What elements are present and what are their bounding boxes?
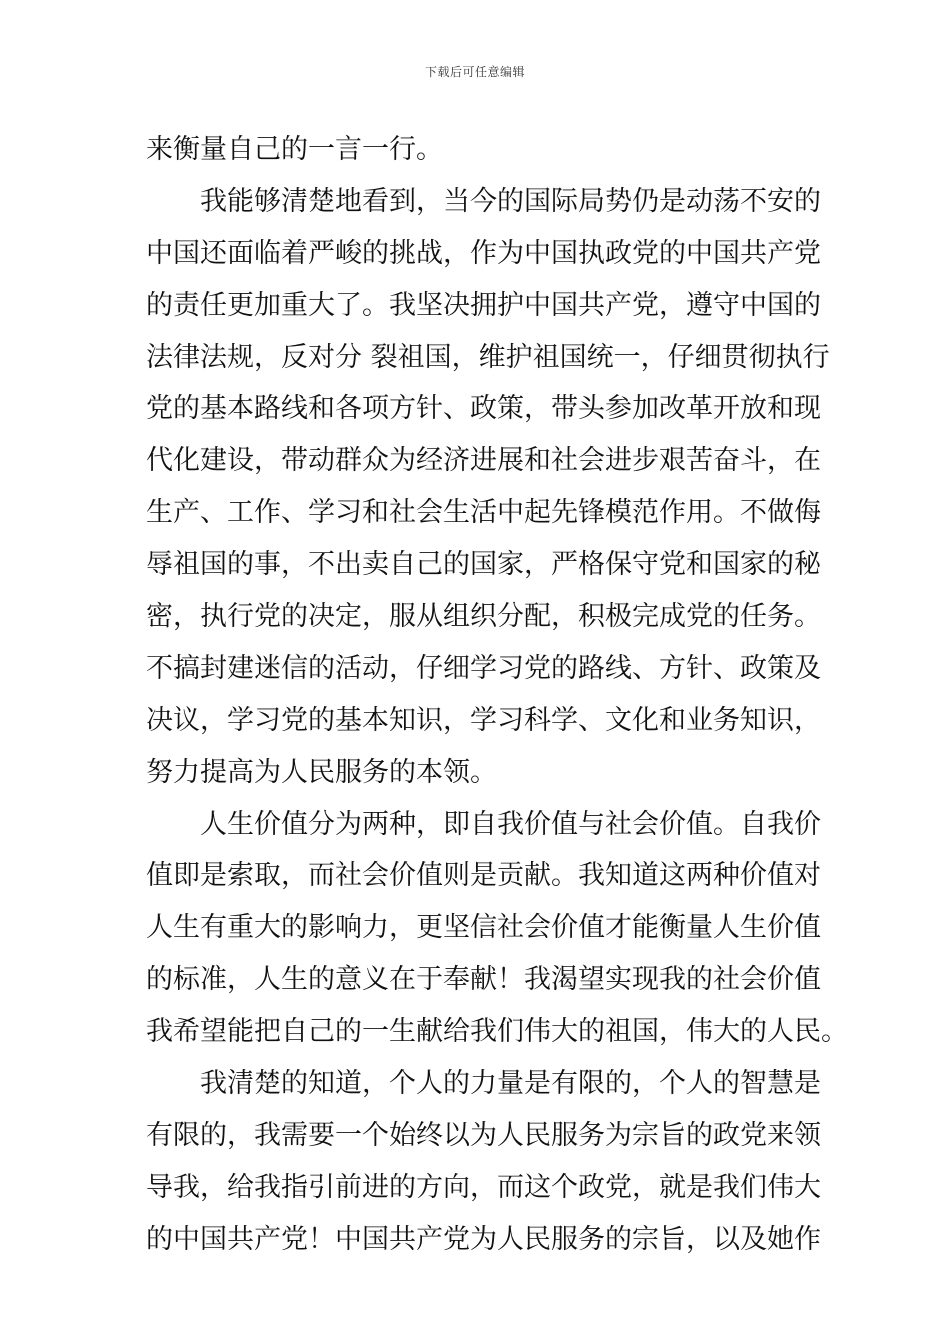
text-line: 法律法规，反对分 裂祖国，维护祖国统一，仔细贯彻执行 xyxy=(146,341,830,373)
text-line: 值即是索取，而社会价值则是贡献。我知道这两种价值对 xyxy=(146,860,821,892)
text-line: 辱祖国的事，不出卖自己的国家，严格保守党和国家的秘 xyxy=(146,549,821,581)
paragraph-0 xyxy=(146,124,810,176)
paragraph-2 xyxy=(146,799,848,1058)
text-line: 不搞封建迷信的活动，仔细学习党的路线、方针、政策及 xyxy=(146,652,821,684)
page-header-watermark: 下载后可任意编辑 xyxy=(424,65,525,79)
text-line: 密，执行党的决定，服从组织分配，积极完成党的任务。 xyxy=(146,601,821,633)
text-line: 代化建设，带动群众为经济进展和社会进步艰苦奋斗，在 xyxy=(146,445,821,477)
text-line: 人生价值分为两种，即自我价值与社会价值。自我价 xyxy=(200,808,821,840)
text-line: 生产、工作、学习和社会生活中起先锋模范作用。不做侮 xyxy=(146,497,821,529)
text-line: 我能够清楚地看到，当今的国际局势仍是动荡不安的 xyxy=(200,185,821,217)
text-line: 来衡量自己的一言一行。 xyxy=(146,134,443,165)
text-line: 我清楚的知道，个人的力量是有限的，个人的智慧是 xyxy=(200,1068,821,1100)
text-line: 决议，学习党的基本知识，学习科学、文化和业务知识， xyxy=(146,704,821,736)
paragraph-3 xyxy=(146,1058,821,1266)
text-line: 的中国共产党！中国共产党为人民服务的宗旨，以及她作 xyxy=(146,1223,821,1255)
document-body xyxy=(146,124,848,1266)
text-line: 的标准，人生的意义在于奉献！我渴望实现我的社会价值 xyxy=(146,964,821,996)
text-line: 努力提高为人民服务的本领。 xyxy=(146,756,497,788)
text-line: 有限的，我需要一个始终以为人民服务为宗旨的政党来领 xyxy=(146,1119,821,1151)
text-line: 的责任更加重大了。我坚决拥护中国共产党，遵守中国的 xyxy=(146,289,821,321)
text-line: 人生有重大的影响力，更坚信社会价值才能衡量人生价值 xyxy=(146,912,821,944)
text-line: 党的基本路线和各项方针、政策，带头参加改革开放和现 xyxy=(146,393,821,425)
text-line: 我希望能把自己的一生献给我们伟大的祖国，伟大的人民。 xyxy=(146,1016,848,1048)
text-line: 中国还面临着严峻的挑战，作为中国执政党的中国共产党 xyxy=(146,237,821,269)
paragraph-1 xyxy=(146,176,830,799)
text-line: 导我，给我指引前进的方向，而这个政党，就是我们伟大 xyxy=(146,1171,821,1203)
